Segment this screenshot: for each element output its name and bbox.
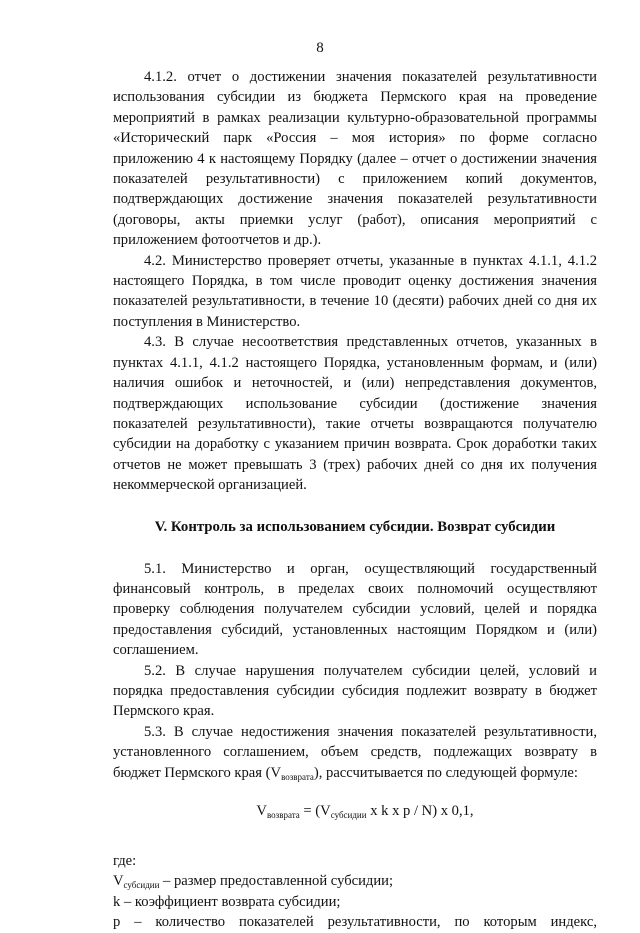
paragraph-4-3: 4.3. В случае несоответствия представленных отчетов, указанных в пунктах 4.1.1, 4.1.2 настоящего Порядка, установленным формам, и (или) наличия ошибок и неточностей, и (или) непредставления документов, подтверждающих использование субсидии (достижение значения показателей результативности), такие отчеты возвращаются получателю субсидии на доработку с указанием причин возврата. Срок доработки таких отчетов не может превышать 3 (трех) рабочих дней со дня их получения некоммерческой организацией. [113, 334, 597, 494]
paragraph-4-1-2: 4.1.2. отчет о достижении значения показателей результативности использования субсидии из бюджета Пермского края на проведение мероприятий в рамках реализации культурно-образовательной программы «Исторический парк «Россия – моя история» по форме согласно приложению 4 к настоящему Порядку (далее – отчет о достижении значения показателей результативности) с приложением копий документов, подтверждающих достижение значения показателей результативности (договоры, акты приемки услуг (работ), описания мероприятий с приложением фотоотчетов и др.). [113, 69, 597, 249]
definition-k: k – коэффициент возврата субсидии; [113, 893, 341, 910]
definition-p: p – количество показателей результативности, по которым индекс, [113, 914, 597, 931]
paragraph-4-2: 4.2. Министерство проверяет отчеты, указанные в пунктах 4.1.1, 4.1.2 настоящего Порядка, в том числе проводит оценку достижения значения показателей результативности, в течение 10 (десяти) рабочих дней со дня их поступления в Министерство. [113, 252, 597, 330]
definition-v-subsidy: $V_{субсидии}$ – размер предоставленной субсидии; [113, 873, 394, 891]
page-number: 8 [316, 40, 324, 56]
section-title: V. Контроль за использованием субсидии. Возврат субсидии [154, 518, 556, 535]
paragraph-5-3: 5.3. В случае недостижения значения показателей результативности, установленного соглашением, объем средств, подлежащих возврату в бюджет Пермского края $(V_{возврата})$, рассчитывается по следующей формуле: [113, 723, 597, 782]
document-body [113, 67, 597, 933]
paragraph-5-2: 5.2. В случае нарушения получателем субсидии целей, условий и порядка предоставления субсидии субсидия подлежит возврату в бюджет Пермского края. [113, 662, 597, 720]
formula: $V_{возврата} = (V_{субсидии}$ x k x p / N) x 0,1, [256, 803, 474, 820]
paragraph-5-1: 5.1. Министерство и орган, осуществляющий государственный финансовый контроль, в пределах своих полномочий осуществляют проверку соблюдения получателем субсидии условий, целей и порядка предоставления субсидий, установленных настоящим Порядком и (или) соглашением. [113, 560, 597, 659]
where-label: где: [113, 853, 137, 869]
